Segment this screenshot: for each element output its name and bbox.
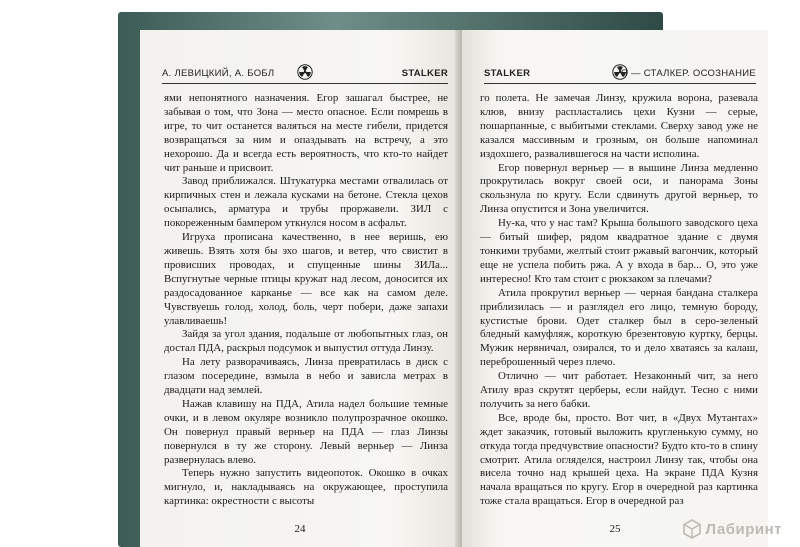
paragraph: го полета. Не замечая Линзу, кружила ворона, разевала клюв, внизу распластались цехи Кузни — серые, пошарпанные, с выбитыми стеклами. Сверху завод уже не казался массивным и грозным, он больше напоминал издохшего, развалившегося на части исполина. (480, 92, 758, 160)
labirint-cube-icon (682, 519, 702, 539)
left-page-text (164, 92, 448, 509)
labirint-watermark (682, 519, 782, 539)
header-series: STALKER (484, 68, 531, 79)
header-authors: А. ЛЕВИЦКИЙ, А. БОБЛ (162, 68, 275, 79)
page-number: 24 (294, 523, 306, 535)
paragraph: Ну-ка, что у нас там? Крыша большого заводского цеха — битый шифер, рядом квадратное здание с двумя тонкими трубами, желтый стоит ржавый вагончик, который еще не успела побить ржа. А у входа в бар... О, это уже интересно! Кто там стоит с рюкзаком за плечами? (480, 217, 758, 285)
header-rule (484, 83, 756, 84)
paragraph: Завод приближался. Штукатурка местами отвалилась от кирпичных стен и лежала кусками на бетоне. Стекла цехов осыпались, арматура и трубы проржавели. ЗИЛ с покореженным бампером уткнулся носом в асфальт. (164, 175, 448, 230)
header-series: STALKER (401, 68, 448, 79)
right-page-text (480, 92, 758, 509)
page-number: 25 (609, 523, 621, 535)
left-running-header (162, 64, 448, 84)
watermark-text: Лабиринт (705, 520, 782, 538)
paragraph: ями непонятного назначения. Егор зашагал быстрее, не забывая о том, что Зона — место опасное. Если помрешь в игре, то чит останется валяться на месте гибели, придется возвращаться за ним и опаздывать на встречу, а это нехорошо. Да и всегда есть вероятность, что кто-то найдет чит раньше и присвоит. (164, 92, 448, 174)
paragraph: На лету разворачиваясь, Линза превратилась в диск с глазом посередине, взмыла в небо и зависла метрах в двадцати над землей. (164, 356, 448, 397)
header-rule (162, 83, 448, 84)
paragraph: Теперь нужно запустить видеопоток. Окошко в очках мигнуло, и, накладываясь на окружающее, проступила картинка: окрестности с высоты (164, 467, 448, 508)
paragraph: Все, вроде бы, просто. Вот чит, в «Двух Мутантах» ждет заказчик, готовый выложить кругленькую сумму, но откуда тогда предчувствие опасности? Будто кто-то в спину смотрит. Атила огляделся, настроил Линзу так, чтобы она висела точно над крышей цеха. На экране ПДА Кузня начала вращаться по кругу. Егор в очередной раз картинка тоже стала вращаться. Егор в очередной раз (480, 411, 758, 508)
paragraph: Нажав клавишу на ПДА, Атила надел большие темные очки, и в левом окуляре возникло полупрозрачное окошко. Он повернул правый верньер на ПДА — глаз Линзы повернулся в ту же сторону. Левый верньер — Линза развернулась влево. (164, 397, 448, 466)
paragraph: Отлично — чит работает. Незаконный чит, за него Атилу враз скрутят церберы, если найдут. Тесно с ними получить за него бабки. (480, 370, 758, 410)
paragraph: Зайдя за угол здания, подальше от любопытных глаз, он достал ПДА, раскрыл подсумок и выпустил оттуда Линзу. (164, 328, 448, 355)
paragraph: Атила прокрутил верньер — черная бандана сталкера приблизилась — и разглядел его лицо, темную бороду, кустистые брови. Одет сталкер был в серо-зеленый бледный камуфляж, короткую брезентовую куртку, берцы. Мужик нервничал, озирался, то и дело хватаясь за калаш, переброшенный через плечо. (480, 286, 758, 369)
header-book-title: Я — СТАЛКЕР. ОСОЗНАНИЕ (620, 68, 756, 79)
right-running-header (484, 64, 756, 84)
radiation-emblem-icon (297, 64, 313, 80)
left-page (140, 30, 460, 547)
right-page (462, 30, 768, 547)
paragraph: Игруха прописана качественно, в нее веришь, ею живешь. Взять хотя бы эхо шагов, и ветер, что свистит в провисших проводах, и спущенные шины ЗИЛа... Вспугнутые черные птицы кружат над лесом, доносится их раздосадованное карканье — все как на самом деле. Чувствуешь голод, холод, боль, черт побери, даже запахи улавливаешь! (164, 231, 448, 327)
paragraph: Егор повернул верньер — в вышине Линза медленно прокрутилась вокруг своей оси, и панорама Зоны скользнула по кругу. Если сдвинуть другой верньер, то Линза опустится и Зона увеличится. (480, 161, 758, 216)
